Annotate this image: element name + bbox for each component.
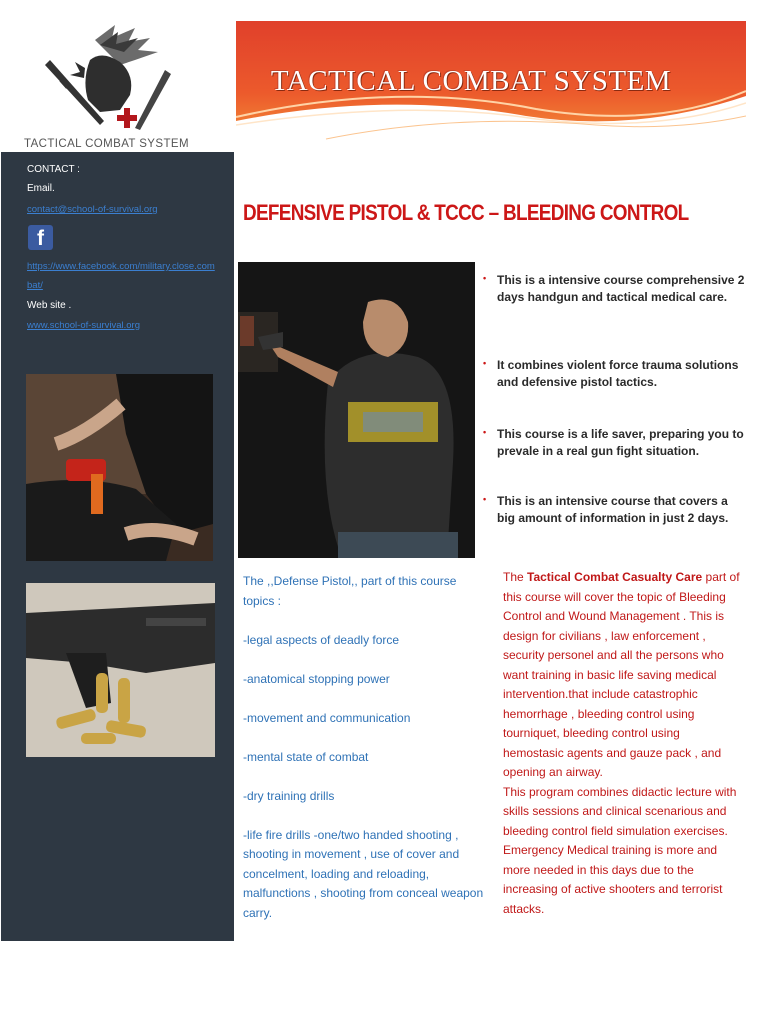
- topic-item: -legal aspects of deadly force: [243, 632, 400, 647]
- logo: [0, 0, 234, 152]
- bullet-icon: •: [483, 358, 487, 368]
- email-label: Email.: [27, 183, 55, 194]
- tccc-description: [503, 568, 741, 919]
- list-item: • This is an intensive course that covers a big amount of information in just 2 days.: [483, 493, 747, 527]
- logo-text: TACTICAL COMBAT SYSTEM: [24, 138, 189, 150]
- bullet-icon: •: [483, 273, 487, 283]
- header-banner: [236, 21, 746, 152]
- tccc-bold-title: Tactical Combat Casualty Care: [527, 570, 703, 584]
- bullet-icon: •: [483, 494, 487, 504]
- bullet-icon: •: [483, 427, 487, 437]
- tourniquet-photo: [26, 374, 213, 561]
- tccc-paragraph-3: Emergency Medical training is more and more needed in this days due to the increasing of active shooters and terrorist attacks.: [503, 843, 723, 916]
- topic-item: -mental state of combat: [243, 749, 369, 764]
- email-link[interactable]: contact@school-of-survival.org: [27, 204, 158, 215]
- topic-item: -anatomical stopping power: [243, 671, 390, 686]
- topic-item: -movement and communication: [243, 710, 411, 725]
- website-link[interactable]: www.school-of-survival.org: [27, 320, 140, 331]
- list-item: • This is a intensive course comprehensive 2 days handgun and tactical medical care.: [483, 272, 747, 306]
- facebook-link-cont[interactable]: bat/: [27, 280, 43, 291]
- list-item: • It combines violent force trauma solutions and defensive pistol tactics.: [483, 357, 747, 391]
- tccc-paragraph-1: The Tactical Combat Casualty Care part of this course will cover the topic of Bleeding Control and Wound Management . This is design for civilians , law enforcement , security personel and all the persons who want training in basic life saving medical intervention.that include catastrophic hemorrhage , bleeding control using tourniquet, bleeding control using hemostasic agents and gauze pack , and opening an airway.: [503, 570, 740, 779]
- contact-sidebar: [1, 152, 234, 941]
- list-item: • This course is a life saver, preparing you to prevale in a real gun fight situation.: [483, 426, 747, 460]
- pistol-intro: The ,,Defense Pistol,, part of this course topics :: [243, 574, 457, 608]
- pistol-ammo-photo: [26, 583, 215, 757]
- facebook-icon[interactable]: f: [28, 225, 53, 250]
- topic-item: -life fire drills -one/two handed shooting , shooting in movement , use of cover and concelment, loading and reloading, malfunctions , shooting from conceal weapon carry.: [243, 827, 484, 920]
- page-headline: DEFENSIVE PISTOL & TCCC – BLEEDING CONTROL: [243, 200, 689, 225]
- topic-item: -dry training drills: [243, 788, 335, 803]
- banner-title: TACTICAL COMBAT SYSTEM: [270, 65, 672, 97]
- facebook-link[interactable]: https://www.facebook.com/military.close.com: [27, 261, 215, 272]
- winged-griffin-emblem-icon: [40, 20, 190, 140]
- tccc-text: part of this course will cover the topic of Bleeding Control and Wound Management . This is design for civilians , law enforcement , security personel and all the persons who want training in basic life saving medical intervention.that include catastrophic hemorrhage , bleeding control using tourniquet, bleeding control using hemostasic agents and gauze pack , and opening an airway.: [503, 570, 740, 779]
- contact-label: CONTACT :: [27, 164, 80, 175]
- shooter-photo: [238, 262, 475, 558]
- website-label: Web site .: [27, 300, 72, 311]
- tccc-paragraph-2: This program combines didactic lecture with skills sessions and clinical scenarious and bleeding control field simulation exercises.: [503, 784, 737, 838]
- pistol-topics: [243, 572, 488, 943]
